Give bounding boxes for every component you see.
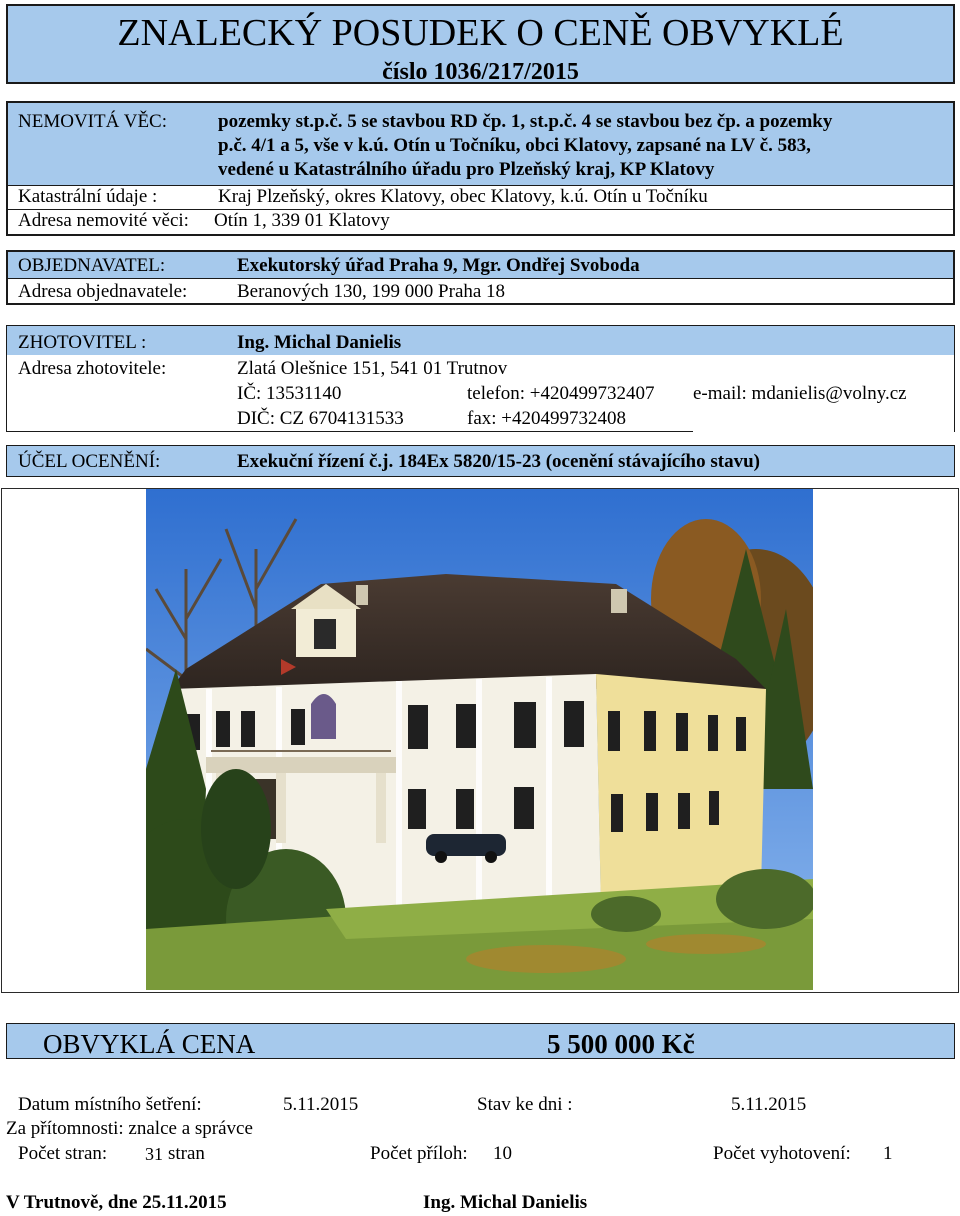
purpose-value: Exekuční řízení č.j. 184Ex 5820/15-23 (ocenění stávajícího stavu) bbox=[237, 451, 760, 472]
contractor-fax: fax: +420499732408 bbox=[467, 408, 627, 429]
cadastre-label: Katastrální údaje : bbox=[18, 186, 158, 207]
price-value: 5 500 000 Kč bbox=[547, 1029, 695, 1059]
building-photo-illustration bbox=[146, 489, 813, 990]
document-title: ZNALECKÝ POSUDEK O CENĚ OBVYKLÉ bbox=[117, 12, 844, 54]
property-address-label: Adresa nemovité věci: bbox=[18, 210, 189, 231]
client-address-label: Adresa objednavatele: bbox=[18, 281, 188, 302]
divider bbox=[6, 431, 693, 432]
present-persons: Za přítomnosti: znalce a správce bbox=[6, 1118, 253, 1139]
purpose-label: ÚČEL OCENĚNÍ: bbox=[18, 451, 161, 472]
property-line-1: pozemky st.p.č. 5 se stavbou RD čp. 1, st.p.č. 4 se stavbou bez čp. a pozemky bbox=[218, 111, 833, 132]
price-section bbox=[6, 1023, 955, 1059]
property-photo bbox=[146, 489, 813, 990]
property-address-value: Otín 1, 339 01 Klatovy bbox=[214, 210, 390, 231]
signature-name: Ing. Michal Danielis bbox=[423, 1192, 588, 1213]
pages-label: Počet stran: bbox=[18, 1143, 108, 1164]
contractor-band bbox=[6, 325, 955, 355]
client-label: OBJEDNAVATEL: bbox=[18, 255, 166, 276]
pages-unit: stran bbox=[168, 1143, 205, 1164]
client-name: Exekutorský úřad Praha 9, Mgr. Ondřej Svoboda bbox=[237, 255, 640, 276]
divider bbox=[6, 355, 7, 432]
price-label: OBVYKLÁ CENA bbox=[43, 1029, 256, 1059]
inspection-date: 5.11.2015 bbox=[283, 1094, 359, 1115]
copies-value: 1 bbox=[883, 1143, 893, 1164]
title-box bbox=[6, 4, 955, 84]
state-date: 5.11.2015 bbox=[731, 1094, 807, 1115]
property-line-3: vedené u Katastrálního úřadu pro Plzeňský kraj, KP Klatovy bbox=[218, 159, 715, 180]
contractor-address-label: Adresa zhotovitele: bbox=[18, 358, 167, 379]
contractor-dic: DIČ: CZ 6704131533 bbox=[237, 408, 404, 429]
divider bbox=[954, 355, 955, 432]
attachments-value: 10 bbox=[493, 1143, 512, 1164]
attachments-label: Počet příloh: bbox=[370, 1143, 468, 1164]
contractor-ic: IČ: 13531140 bbox=[237, 383, 342, 404]
place-and-date: V Trutnově, dne 25.11.2015 bbox=[6, 1192, 227, 1213]
contractor-address-value: Zlatá Olešnice 151, 541 01 Trutnov bbox=[237, 358, 508, 379]
property-line-2: p.č. 4/1 a 5, vše v k.ú. Otín u Točníku, obci Klatovy, zapsané na LV č. 583, bbox=[218, 135, 811, 156]
document-number: číslo 1036/217/2015 bbox=[382, 59, 579, 85]
state-date-label: Stav ke dni : bbox=[477, 1094, 573, 1115]
client-address-value: Beranových 130, 199 000 Praha 18 bbox=[237, 281, 506, 302]
cadastre-value: Kraj Plzeňský, okres Klatovy, obec Klatovy, k.ú. Otín u Točníku bbox=[218, 186, 708, 207]
inspection-date-label: Datum místního šetření: bbox=[18, 1094, 202, 1115]
divider bbox=[8, 278, 953, 279]
copies-label: Počet vyhotovení: bbox=[713, 1143, 851, 1164]
pages-value: 31 bbox=[145, 1144, 163, 1164]
property-label: NEMOVITÁ VĚC: bbox=[18, 111, 168, 132]
contractor-label: ZHOTOVITEL : bbox=[18, 332, 147, 353]
contractor-phone: telefon: +420499732407 bbox=[467, 383, 655, 404]
contractor-email: e-mail: mdanielis@volny.cz bbox=[693, 383, 907, 404]
contractor-name: Ing. Michal Danielis bbox=[237, 332, 402, 353]
